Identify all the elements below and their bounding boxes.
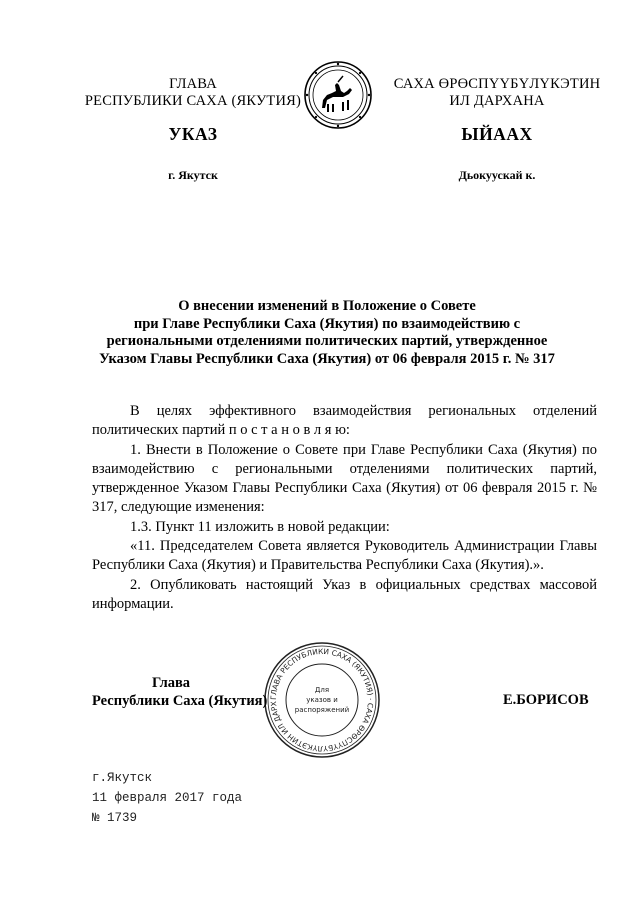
footer-number: № 1739 [92,811,138,825]
stamp-center-line2: указов и [306,696,338,704]
coat-of-arms-icon [303,60,373,130]
doc-type-ru: УКАЗ [168,124,218,144]
signature-title-line2: Республики Саха (Якутия) [92,693,268,709]
document-footer [92,768,242,828]
city-ru: г. Якутск [168,168,218,182]
header-right-line1: САХА ӨРӨСПҮҮБҮЛҮКЭТИН [393,76,601,92]
document-title [72,298,582,368]
footer-city: г.Якутск [92,771,153,785]
header-right-line2: ИЛ ДАРХАНА [449,93,545,109]
stamp-center-line1: Для [314,686,330,694]
signature-title-line1: Глава [152,675,191,691]
document-body [92,402,597,614]
header-left-line2: РЕСПУБЛИКИ САХА (ЯКУТИЯ) [84,93,302,109]
paragraph: В целях эффективного взаимодействия региональных отделений политических партий п о с т а н о в л я ю: [92,403,597,439]
stamp-center-line3: распоряжений [294,706,350,714]
footer-date: 11 февраля 2017 года [92,791,243,805]
header-right [392,76,602,110]
signature-title [92,674,282,710]
title-line: при Главе Республики Саха (Якутия) по взаимодействию с [133,315,521,332]
header-left [80,76,306,110]
doc-type-sah: ЫЙААХ [461,124,533,144]
header-left-line1: ГЛАВА [169,76,217,92]
paragraph: «11. Председателем Совета является Руководитель Администрации Главы Республики Саха (Якутия) и Правительства Республики Саха (Якутия).». [92,538,597,574]
title-line: региональными отделениями политических партий, утвержденное [106,333,548,349]
city-sah: Дьокуускай к. [458,168,536,182]
signatory-name: Е.БОРИСОВ [503,692,589,708]
paragraph: 1. Внести в Положение о Совете при Главе Республики Саха (Якутия) по взаимодействию с региональными отделениями политических партий, утвержденное Указом Главы Республики Саха (Якутия) от 06 февраля 2015 г. № 317, следующие изменения: [92,441,597,516]
stamp-ring-text: ГЛАВА РЕСПУБЛИКИ САХА (ЯКУТИЯ) · САХА ӨРӨСПҮҮБҮЛҮКЭТИН ИЛ ДАРХ [268,646,376,754]
title-line: О внесении изменений в Положение о Совете [178,298,476,314]
title-line: Указом Главы Республики Саха (Якутия) от 06 февраля 2015 г. № 317 [99,350,555,367]
paragraph: 1.3. Пункт 11 изложить в новой редакции: [130,518,390,535]
paragraph: 2. Опубликовать настоящий Указ в официальных средствах массовой информации. [92,576,597,612]
